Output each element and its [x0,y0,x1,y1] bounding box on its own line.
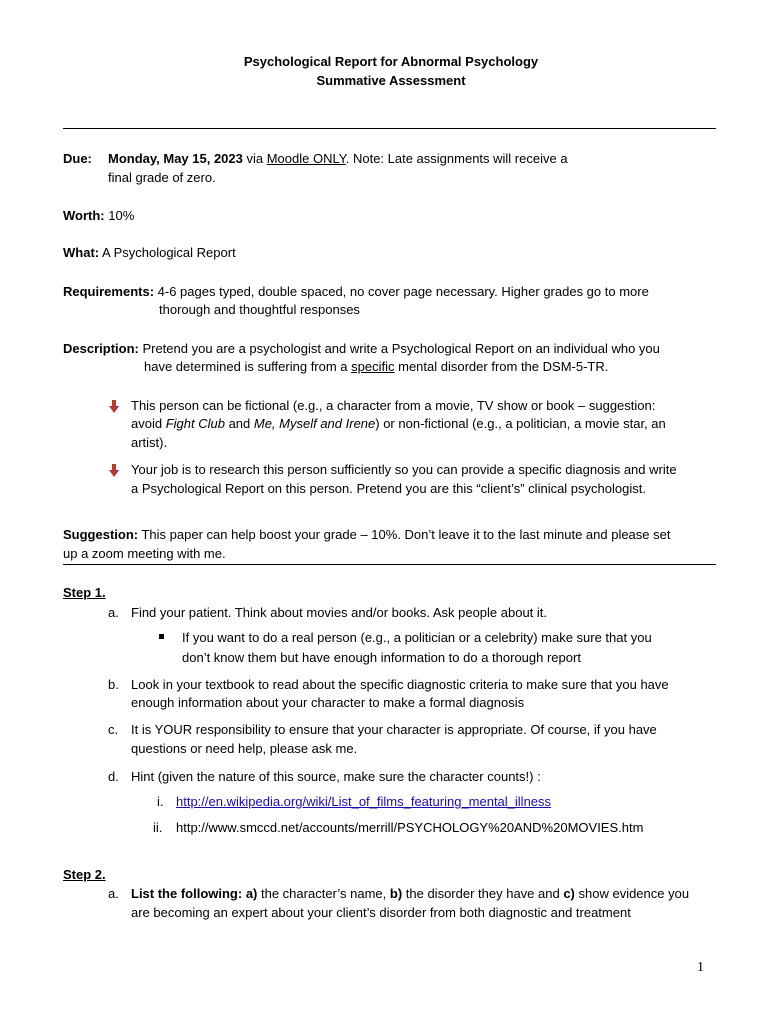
bullet-1-avoid: avoid [131,416,166,431]
step-1-a-sub-line2: don’t know them but have enough information to do a thorough report [182,650,581,665]
step-1-a-sub-line1: If you want to do a real person (e.g., a politician or a celebrity) make sure that you [182,630,652,645]
description-text: Pretend you are a psychologist and write a Psychological Report on an individual who you [138,341,660,356]
step-2-text-1: the character’s name, [257,886,390,901]
what-value: A Psychological Report [99,245,236,260]
description-line [63,340,660,358]
step-2-a-marker: a. [108,886,119,901]
movie-title-fight-club: Fight Club [165,416,225,431]
due-platform: Moodle ONLY [266,151,346,166]
due-note: . Note: Late assignments will receive a [345,151,568,166]
step-1-c-marker: c. [108,722,119,737]
step-1-heading: Step 1. [63,585,106,600]
step-1-c-line2: questions or need help, please ask me. [131,741,358,756]
step-2-list-b: b) [389,886,403,901]
step-1-b-line2: enough information about your character to make a formal diagnosis [131,695,525,710]
document-subtitle: Summative Assessment [316,73,466,88]
step-2-heading: Step 2. [63,867,106,882]
what-line [63,244,236,262]
step-1-d-marker: d. [108,769,119,784]
square-bullet-icon [159,634,164,639]
wikipedia-films-link[interactable]: http://en.wikipedia.org/wiki/List_of_films_featuring_mental_illness [176,794,552,809]
step-2-a-line2: are becoming an expert about your client’s disorder from both diagnostic and treatment [131,905,631,920]
suggestion-label: Suggestion: [63,527,139,542]
smccd-url-text: http://www.smccd.net/accounts/merrill/PSYCHOLOGY%20AND%20MOVIES.htm [176,820,644,835]
step-1-d-text: Hint (given the nature of this source, make sure the character counts!) : [131,769,541,784]
due-line [108,150,568,168]
bullet-2-line2: a Psychological Report on this person. Pretend you are this “client’s” clinical psychologist. [131,481,646,496]
step-1-b-line1: Look in your textbook to read about the specific diagnostic criteria to make sure that you have [131,677,669,692]
section-divider [63,564,716,565]
step-2-text-2: the disorder they have and [402,886,564,901]
document-title: Psychological Report for Abnormal Psychology [243,54,539,69]
requirements-line2: thorough and thoughtful responses [159,302,360,317]
due-label: Due: [63,151,92,166]
step-1-ii-marker: ii. [153,820,163,835]
worth-value: 10% [104,208,135,223]
header-divider [63,128,716,129]
description-specific: specific [351,359,395,374]
movie-title-me-myself-irene: Me, Myself and Irene [253,416,376,431]
bullet-1-line2-post: ) or non-fictional (e.g., a politician, a movie star, an [375,416,666,431]
bullet-1-and: and [224,416,254,431]
step-1-c-line1: It is YOUR responsibility to ensure that your character is appropriate. Of course, if you have [131,722,657,737]
step-1-i-marker: i. [157,794,164,809]
worth-line [63,207,134,225]
what-label: What: [63,245,100,260]
step-2-text-3: show evidence you [574,886,690,901]
step-1-a-marker: a. [108,605,119,620]
page-number: 1 [697,960,704,975]
arrow-bullet-icon [108,400,120,414]
due-via: via [242,151,267,166]
suggestion-line [63,526,670,544]
description-line2-post: mental disorder from the DSM-5-TR. [394,359,609,374]
step-1-a-text: Find your patient. Think about movies and/or books. Ask people about it. [131,605,548,620]
bullet-2-line1: Your job is to research this person sufficiently so you can provide a specific diagnosis and write [131,462,677,477]
suggestion-line2: up a zoom meeting with me. [63,546,226,561]
worth-label: Worth: [63,208,105,223]
description-label: Description: [63,341,139,356]
requirements-label: Requirements: [63,284,155,299]
due-note-line2: final grade of zero. [108,170,216,185]
step-2-list-c: c) [563,886,575,901]
step-2-list-a: List the following: a) [131,886,258,901]
requirements-text: 4-6 pages typed, double spaced, no cover page necessary. Higher grades go to more [154,284,649,299]
step-2-a-line1 [131,885,689,903]
arrow-bullet-icon [108,464,120,478]
bullet-1-line1: This person can be fictional (e.g., a character from a movie, TV show or book – suggestion: [131,398,656,413]
suggestion-text: This paper can help boost your grade – 10%. Don’t leave it to the last minute and please set [138,527,671,542]
description-line2 [144,358,608,376]
bullet-1-line2 [131,415,666,433]
description-line2-pre: have determined is suffering from a [144,359,352,374]
step-1-b-marker: b. [108,677,119,692]
bullet-1-line3: artist). [131,435,168,450]
due-date: Monday, May 15, 2023 [108,151,243,166]
requirements-line [63,283,649,301]
